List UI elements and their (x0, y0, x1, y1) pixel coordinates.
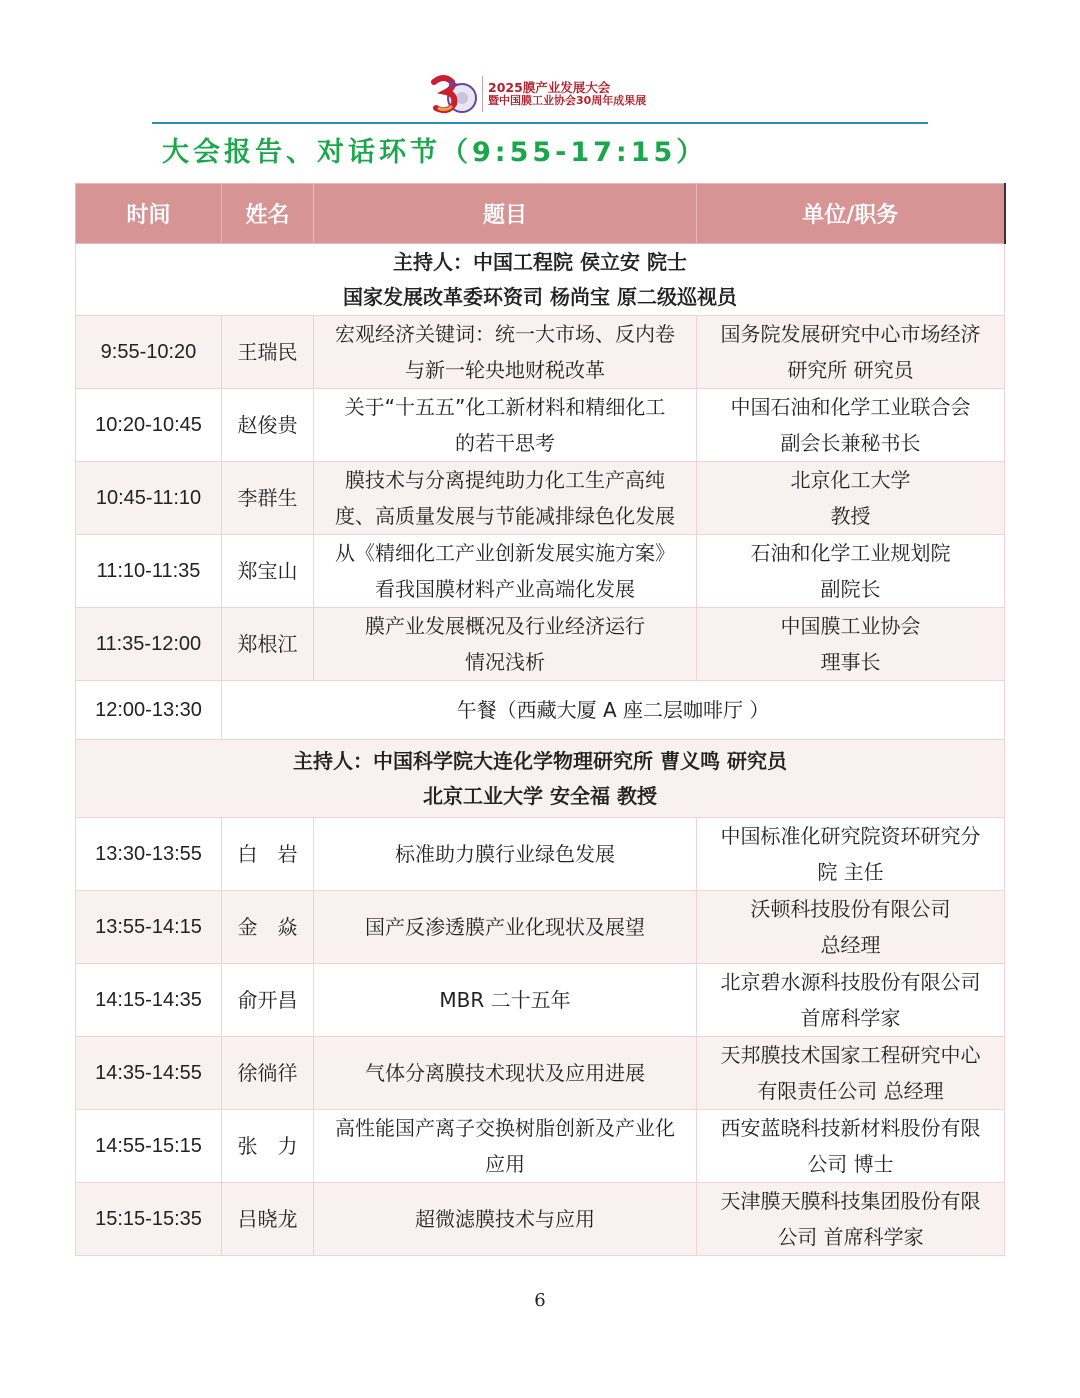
time-cell: 11:10-11:35 (76, 535, 222, 608)
topic-line: 与新一轮央地财税改革 (405, 358, 605, 382)
org-cell (697, 389, 1005, 462)
org-line: 天邦膜技术国家工程研究中心 (720, 1043, 981, 1067)
table-row (76, 389, 1005, 462)
host-row (76, 740, 1005, 818)
topic-line: 标准助力膜行业绿色发展 (395, 842, 615, 866)
table-row (76, 964, 1005, 1037)
conference-logo (430, 74, 646, 114)
speaker-cell: 郑根江 (222, 608, 314, 681)
topic-line: 膜技术与分离提纯助力化工生产高纯 (345, 468, 665, 492)
topic-line: 膜产业发展概况及行业经济运行 (365, 614, 645, 638)
org-cell (697, 535, 1005, 608)
table-row (76, 1110, 1005, 1183)
topic-cell (314, 818, 697, 891)
time-cell: 14:55-15:15 (76, 1110, 222, 1183)
topic-cell (314, 389, 697, 462)
time-cell: 14:15-14:35 (76, 964, 222, 1037)
host-line: 北京工业大学 安全福 教授 (423, 783, 657, 808)
org-line: 副院长 (820, 577, 881, 601)
speaker-cell: 吕晓龙 (222, 1183, 314, 1256)
org-line: 天津膜天膜科技集团股份有限 (720, 1189, 981, 1213)
table-row (76, 462, 1005, 535)
org-line: 教授 (830, 504, 871, 528)
topic-line: 关于“十五五”化工新材料和精细化工 (344, 395, 666, 419)
topic-cell (314, 462, 697, 535)
speaker-cell: 俞开昌 (222, 964, 314, 1037)
speaker-cell: 郑宝山 (222, 535, 314, 608)
org-line: 中国标准化研究院资环研究分 (720, 824, 981, 848)
table-row (76, 1037, 1005, 1110)
table-row (76, 891, 1005, 964)
table-row (76, 608, 1005, 681)
org-line: 院 主任 (817, 860, 884, 884)
time-cell: 10:20-10:45 (76, 389, 222, 462)
org-line: 石油和化学工业规划院 (750, 541, 951, 565)
host-row (76, 244, 1005, 316)
logo-divider (482, 76, 483, 112)
section-title: 大会报告、对话环节（9:55-17:15） (162, 137, 708, 168)
table-row (76, 818, 1005, 891)
time-cell: 13:30-13:55 (76, 818, 222, 891)
org-line: 副会长兼秘书长 (780, 431, 921, 455)
speaker-cell: 李群生 (222, 462, 314, 535)
topic-line: 气体分离膜技术现状及应用进展 (365, 1061, 645, 1085)
time-cell: 10:45-11:10 (76, 462, 222, 535)
org-line: 北京碧水源科技股份有限公司 (720, 970, 981, 994)
topic-line: 看我国膜材料产业高端化发展 (375, 577, 635, 601)
anniversary-30-logo-icon (430, 74, 478, 114)
topic-line: 从《精细化工产业创新发展实施方案》 (335, 541, 675, 565)
topic-line: 应用 (485, 1152, 525, 1176)
org-line: 研究所 研究员 (787, 358, 914, 382)
speaker-cell: 张 力 (222, 1110, 314, 1183)
org-line: 有限责任公司 总经理 (757, 1079, 944, 1103)
host-line: 国家发展改革委环资司 杨尚宝 原二级巡视员 (343, 284, 737, 309)
topic-cell (314, 535, 697, 608)
org-line: 首席科学家 (800, 1006, 901, 1030)
time-cell: 12:00-13:30 (76, 681, 222, 740)
org-line: 北京化工大学 (790, 468, 911, 492)
time-cell: 11:35-12:00 (76, 608, 222, 681)
org-line: 理事长 (820, 650, 881, 674)
org-line: 总经理 (820, 933, 881, 957)
org-cell (697, 608, 1005, 681)
table-header-row (76, 184, 1005, 244)
topic-line: 超微滤膜技术与应用 (415, 1207, 595, 1231)
host-line: 主持人：中国工程院 侯立安 院士 (393, 249, 687, 274)
table-row (76, 535, 1005, 608)
topic-line: 情况浅析 (465, 650, 545, 674)
topic-cell (314, 891, 697, 964)
speaker-cell: 白 岩 (222, 818, 314, 891)
org-cell (697, 462, 1005, 535)
logo-title: 2025膜产业发展大会 (488, 80, 611, 96)
header-org: 单位/职务 (697, 184, 1005, 244)
topic-cell (314, 1183, 697, 1256)
page-number: 6 (534, 1290, 546, 1311)
org-line: 中国石油和化学工业联合会 (730, 395, 971, 419)
org-line: 沃顿科技股份有限公司 (750, 897, 951, 921)
org-line: 中国膜工业协会 (780, 614, 921, 638)
org-cell (697, 1110, 1005, 1183)
org-line: 公司 首席科学家 (777, 1225, 924, 1249)
time-cell: 13:55-14:15 (76, 891, 222, 964)
topic-line: 度、高质量发展与节能减排绿色化发展 (335, 504, 675, 528)
org-line: 西安蓝晓科技新材料股份有限 (720, 1116, 981, 1140)
org-line: 国务院发展研究中心市场经济 (720, 322, 981, 346)
header-topic: 题目 (314, 184, 697, 244)
org-cell (697, 1037, 1005, 1110)
topic-cell (314, 608, 697, 681)
org-cell (697, 818, 1005, 891)
org-cell (697, 891, 1005, 964)
topic-line: 高性能国产离子交换树脂创新及产业化 (335, 1116, 675, 1140)
host-line: 主持人：中国科学院大连化学物理研究所 曹义鸣 研究员 (293, 748, 787, 773)
topic-cell (314, 1037, 697, 1110)
org-cell (697, 316, 1005, 389)
lunch-cell: 午餐（西藏大厦 A 座二层咖啡厅 ） (222, 681, 1005, 740)
topic-line: 的若干思考 (455, 431, 555, 455)
org-line: 公司 博士 (807, 1152, 894, 1176)
speaker-cell: 王瑞民 (222, 316, 314, 389)
time-cell: 14:35-14:55 (76, 1037, 222, 1110)
speaker-cell: 赵俊贵 (222, 389, 314, 462)
topic-line: 国产反渗透膜产业化现状及展望 (365, 915, 645, 939)
table-row (76, 316, 1005, 389)
topic-line: 宏观经济关键词：统一大市场、反内卷 (335, 322, 675, 346)
topic-cell (314, 964, 697, 1037)
table-row (76, 1183, 1005, 1256)
time-cell: 9:55-10:20 (76, 316, 222, 389)
agenda-table (75, 183, 1006, 1256)
speaker-cell: 徐徜徉 (222, 1037, 314, 1110)
topic-cell (314, 316, 697, 389)
topic-line: MBR 二十五年 (439, 988, 571, 1012)
header-name: 姓名 (222, 184, 314, 244)
time-cell: 15:15-15:35 (76, 1183, 222, 1256)
speaker-cell: 金 焱 (222, 891, 314, 964)
header-time: 时间 (76, 184, 222, 244)
org-cell (697, 964, 1005, 1037)
lunch-row (76, 681, 1005, 740)
org-cell (697, 1183, 1005, 1256)
topic-cell (314, 1110, 697, 1183)
logo-subtitle: 暨中国膜工业协会30周年成果展 (488, 93, 647, 107)
header-rule (152, 122, 928, 124)
